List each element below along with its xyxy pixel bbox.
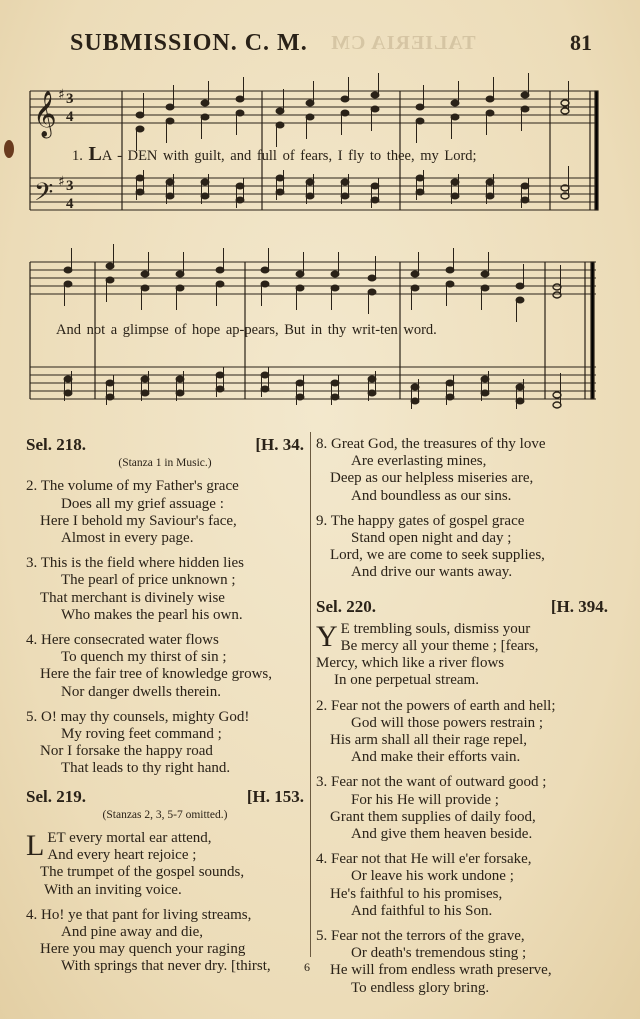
verse-line: 3. Fear not the want of outward good ; <box>316 774 547 791</box>
verse-line: 8. Great God, the treasures of thy love <box>316 436 546 452</box>
verse-line: 4. Here consecrated water flows <box>26 632 219 649</box>
note-head <box>236 197 244 203</box>
note-head <box>341 96 349 102</box>
verse-line: My roving feet command ; <box>61 726 222 743</box>
note-head <box>331 394 339 400</box>
note-head <box>141 285 149 291</box>
verse-line: And drive our wants away. <box>351 564 513 581</box>
note-head <box>481 376 489 382</box>
note-head <box>176 271 184 277</box>
time-signature-bottom-bass: 4 <box>66 196 74 212</box>
signature-mark: 6 <box>304 960 310 974</box>
lyric-drop-cap: L <box>88 143 102 165</box>
note-head <box>411 398 419 404</box>
verse-line: That leads to thy right hand. <box>61 760 231 777</box>
verse-line: And boundless as our sins. <box>351 487 512 504</box>
note-head <box>521 183 529 189</box>
note-head <box>516 297 524 303</box>
note-head <box>341 179 349 185</box>
note-head <box>106 394 114 400</box>
note-head <box>561 100 569 106</box>
selection-220-stanzas <box>316 698 608 997</box>
note-head <box>136 175 144 181</box>
note-head <box>446 267 454 273</box>
note-head <box>236 96 244 102</box>
stanza <box>26 555 304 624</box>
selection-218-continued <box>316 436 608 582</box>
verse-line: Or death's tremendous sting ; <box>351 945 527 962</box>
note-head <box>141 390 149 396</box>
note-head <box>368 376 376 382</box>
verse-line: 2. Fear not the powers of earth and hell; <box>316 697 556 714</box>
verse-line: To endless glory bring. <box>351 979 490 996</box>
note-head <box>261 372 269 378</box>
verse-line: His arm shall all their rage repel, <box>330 732 528 749</box>
verse-line: Nor danger dwells therein. <box>61 683 221 700</box>
stanza <box>26 632 304 701</box>
note-head <box>516 283 524 289</box>
verse-line: With an inviting voice. <box>44 881 182 898</box>
time-signature-bottom: 4 <box>66 109 74 125</box>
verse-line: Or leave his work undone ; <box>351 868 514 885</box>
right-column <box>316 436 608 1005</box>
note-head <box>136 112 144 118</box>
note-head <box>341 193 349 199</box>
verse-line: 5. Fear not the terrors of the grave, <box>316 928 525 945</box>
sharp-icon: ♯ <box>58 174 65 190</box>
note-head <box>166 118 174 124</box>
verse-line: For his He will provide ; <box>351 791 499 808</box>
note-head <box>451 100 459 106</box>
stanza <box>316 698 608 767</box>
note-head <box>411 285 419 291</box>
verse-line: Who makes the pearl his own. <box>61 606 243 623</box>
verse-line: Lord, we are come to seek supplies, <box>330 547 545 564</box>
note-head <box>201 100 209 106</box>
verse-line: The pearl of price unknown ; <box>61 572 236 589</box>
note-head <box>446 380 454 386</box>
verse-line: Be mercy all your theme ; [fears, <box>340 638 539 655</box>
note-head <box>553 392 561 398</box>
verse-line: 4. Fear not that He will e'er forsake, <box>316 851 532 868</box>
note-head <box>416 189 424 195</box>
lyric-line-1 <box>72 143 477 166</box>
note-head <box>296 394 304 400</box>
drop-cap: Y <box>316 619 338 653</box>
verse-line: He will from endless wrath preserve, <box>330 962 552 979</box>
note-head <box>368 390 376 396</box>
stanza <box>316 928 608 997</box>
note-head <box>553 284 561 290</box>
note-head <box>306 114 314 120</box>
stanza-lines <box>316 621 608 690</box>
verse-line: In one perpetual stream. <box>334 672 479 689</box>
verse-line: And give them heaven beside. <box>351 826 533 843</box>
note-head <box>416 104 424 110</box>
note-head <box>236 110 244 116</box>
note-head <box>411 271 419 277</box>
note-head <box>261 386 269 392</box>
verse-line: Here you may quench your raging <box>40 941 246 958</box>
treble-clef: 𝄞 <box>33 91 57 137</box>
note-head <box>141 376 149 382</box>
verse-line: 4. Ho! ye that pant for living streams, <box>26 906 252 923</box>
note-head <box>166 179 174 185</box>
stanza-lines <box>26 830 304 899</box>
note-head <box>136 189 144 195</box>
note-head <box>451 193 459 199</box>
verse-line: ET every mortal ear attend, <box>47 830 212 847</box>
verse-line: 5. O! may thy counsels, mighty God! <box>26 708 250 725</box>
note-head <box>166 104 174 110</box>
verse-line: And faithful to his Son. <box>351 902 493 919</box>
stanza <box>316 851 608 920</box>
verse-line: E trembling souls, dismiss your <box>340 620 531 637</box>
note-head <box>216 372 224 378</box>
note-head <box>276 108 284 114</box>
verse-line: Are everlasting mines, <box>351 453 487 470</box>
selection-note: (Stanzas 2, 3, 5-7 omitted.) <box>102 808 228 821</box>
note-head <box>368 289 376 295</box>
note-head <box>306 193 314 199</box>
selection-220-heading <box>316 598 608 615</box>
note-head <box>481 271 489 277</box>
note-head <box>201 114 209 120</box>
note-head <box>451 114 459 120</box>
verse-line: Almost in every page. <box>61 530 194 547</box>
lyric-line-1-prefix: 1. <box>72 148 89 164</box>
verse-line: And every heart rejoice ; <box>47 847 197 864</box>
verse-line: Mercy, which like a river flows <box>316 655 505 672</box>
note-head <box>371 183 379 189</box>
note-head <box>331 380 339 386</box>
selection-number: Sel. 219. <box>26 786 86 806</box>
verse-line: And make their efforts vain. <box>351 749 521 766</box>
note-head <box>446 394 454 400</box>
verse-line: The trumpet of the gospel sounds, <box>40 864 245 881</box>
note-head <box>516 384 524 390</box>
note-head <box>486 110 494 116</box>
selection-218-stanzas <box>26 478 304 777</box>
stanza <box>26 907 304 976</box>
note-head <box>486 96 494 102</box>
bass-clef: 𝄢 <box>34 178 54 213</box>
drop-cap: L <box>26 829 45 863</box>
verse-line: 3. This is the field where hidden lies <box>26 555 245 572</box>
note-head <box>276 189 284 195</box>
note-head <box>296 285 304 291</box>
note-head <box>176 390 184 396</box>
note-head <box>521 106 529 112</box>
verse-line: Grant them supplies of daily food, <box>330 808 536 825</box>
note-head <box>296 380 304 386</box>
note-head <box>331 285 339 291</box>
note-head <box>481 285 489 291</box>
note-head <box>176 376 184 382</box>
final-barline-thick <box>595 91 598 210</box>
time-signature-top-bass: 3 <box>66 178 74 194</box>
note-head <box>216 386 224 392</box>
note-head <box>64 376 72 382</box>
note-head <box>201 193 209 199</box>
verse-line: He's faithful to his promises, <box>330 885 503 902</box>
note-head <box>561 108 569 114</box>
stanza <box>26 478 304 547</box>
note-head <box>296 271 304 277</box>
note-head <box>276 122 284 128</box>
note-head <box>481 390 489 396</box>
note-head <box>331 271 339 277</box>
stanza <box>26 709 304 778</box>
verse-line: And pine away and die, <box>61 924 204 941</box>
note-head <box>368 275 376 281</box>
note-head <box>451 179 459 185</box>
note-head <box>486 193 494 199</box>
page-number: 81 <box>570 30 592 55</box>
note-head <box>106 277 114 283</box>
stanza <box>316 774 608 843</box>
note-head <box>516 398 524 404</box>
note-head <box>553 292 561 298</box>
note-head <box>261 281 269 287</box>
note-head <box>521 197 529 203</box>
time-signature-top: 3 <box>66 91 74 107</box>
verse-line: Here the fair tree of knowledge grows, <box>40 666 272 683</box>
verse-line: That merchant is divinely wise <box>40 589 225 606</box>
hymn-reference: [H. 153. <box>246 786 304 806</box>
bleed-through-title: TALIERIA CM <box>330 32 476 54</box>
column-divider <box>310 432 311 957</box>
note-head <box>521 92 529 98</box>
stanza <box>316 621 608 690</box>
note-head <box>64 281 72 287</box>
note-head <box>276 175 284 181</box>
note-head <box>371 106 379 112</box>
note-head <box>371 92 379 98</box>
selection-number: Sel. 218. <box>26 435 86 454</box>
note-head <box>106 380 114 386</box>
verse-line: To quench my thirst of sin ; <box>61 649 227 666</box>
verse-line: Here I behold my Saviour's face, <box>40 512 237 529</box>
sharp-icon: ♯ <box>58 87 65 103</box>
verse-line: 9. The happy gates of gospel grace <box>316 512 525 529</box>
note-head <box>416 175 424 181</box>
stanza <box>26 830 304 899</box>
barlines <box>30 91 598 399</box>
note-head <box>553 402 561 408</box>
hymn-reference: [H. 34. <box>255 435 304 454</box>
note-head <box>341 110 349 116</box>
verse-line: Stand open night and day ; <box>351 530 512 547</box>
music-score <box>0 0 640 430</box>
verse-line: 2. The volume of my Father's grace <box>26 478 239 495</box>
stanza <box>316 513 608 582</box>
note-head <box>106 263 114 269</box>
hymn-reference: [H. 394. <box>550 596 608 616</box>
note-head <box>371 197 379 203</box>
note-head <box>306 179 314 185</box>
note-head <box>486 179 494 185</box>
note-head <box>64 390 72 396</box>
note-head <box>236 183 244 189</box>
note-head <box>141 271 149 277</box>
note-head <box>216 267 224 273</box>
verse-line: Deep as our helpless miseries are, <box>330 470 534 487</box>
staff-lines <box>30 91 596 399</box>
note-head <box>416 118 424 124</box>
hymn-title: SUBMISSION. C. M. <box>70 30 308 56</box>
note-head <box>176 285 184 291</box>
note-head <box>446 281 454 287</box>
selection-218-heading <box>26 436 304 453</box>
verse-line: God will those powers restrain ; <box>351 714 544 731</box>
selection-number: Sel. 220. <box>316 596 376 616</box>
note-head <box>64 267 72 273</box>
note-head <box>136 126 144 132</box>
stanza <box>316 436 608 505</box>
selection-219-heading <box>26 788 304 805</box>
lyric-line-1-text: A - DEN with guilt, and full of fears, I fly to thee, my Lord; <box>101 148 477 164</box>
selection-note: (Stanza 1 in Music.) <box>118 457 212 470</box>
verse-line: Does all my grief assuage : <box>61 495 224 512</box>
note-head <box>216 281 224 287</box>
lyric-line-2: And not a glimpse of hope ap-pears, But in thy writ-ten word. <box>56 322 437 338</box>
note-head <box>306 100 314 106</box>
left-column <box>26 436 304 984</box>
note-head <box>261 267 269 273</box>
note-head <box>411 384 419 390</box>
verse-line: Nor I forsake the happy road <box>40 743 213 760</box>
final-barline-thick <box>591 262 594 399</box>
note-head <box>201 179 209 185</box>
note-head <box>166 193 174 199</box>
verse-line: With springs that never dry. [thirst, <box>61 958 271 975</box>
